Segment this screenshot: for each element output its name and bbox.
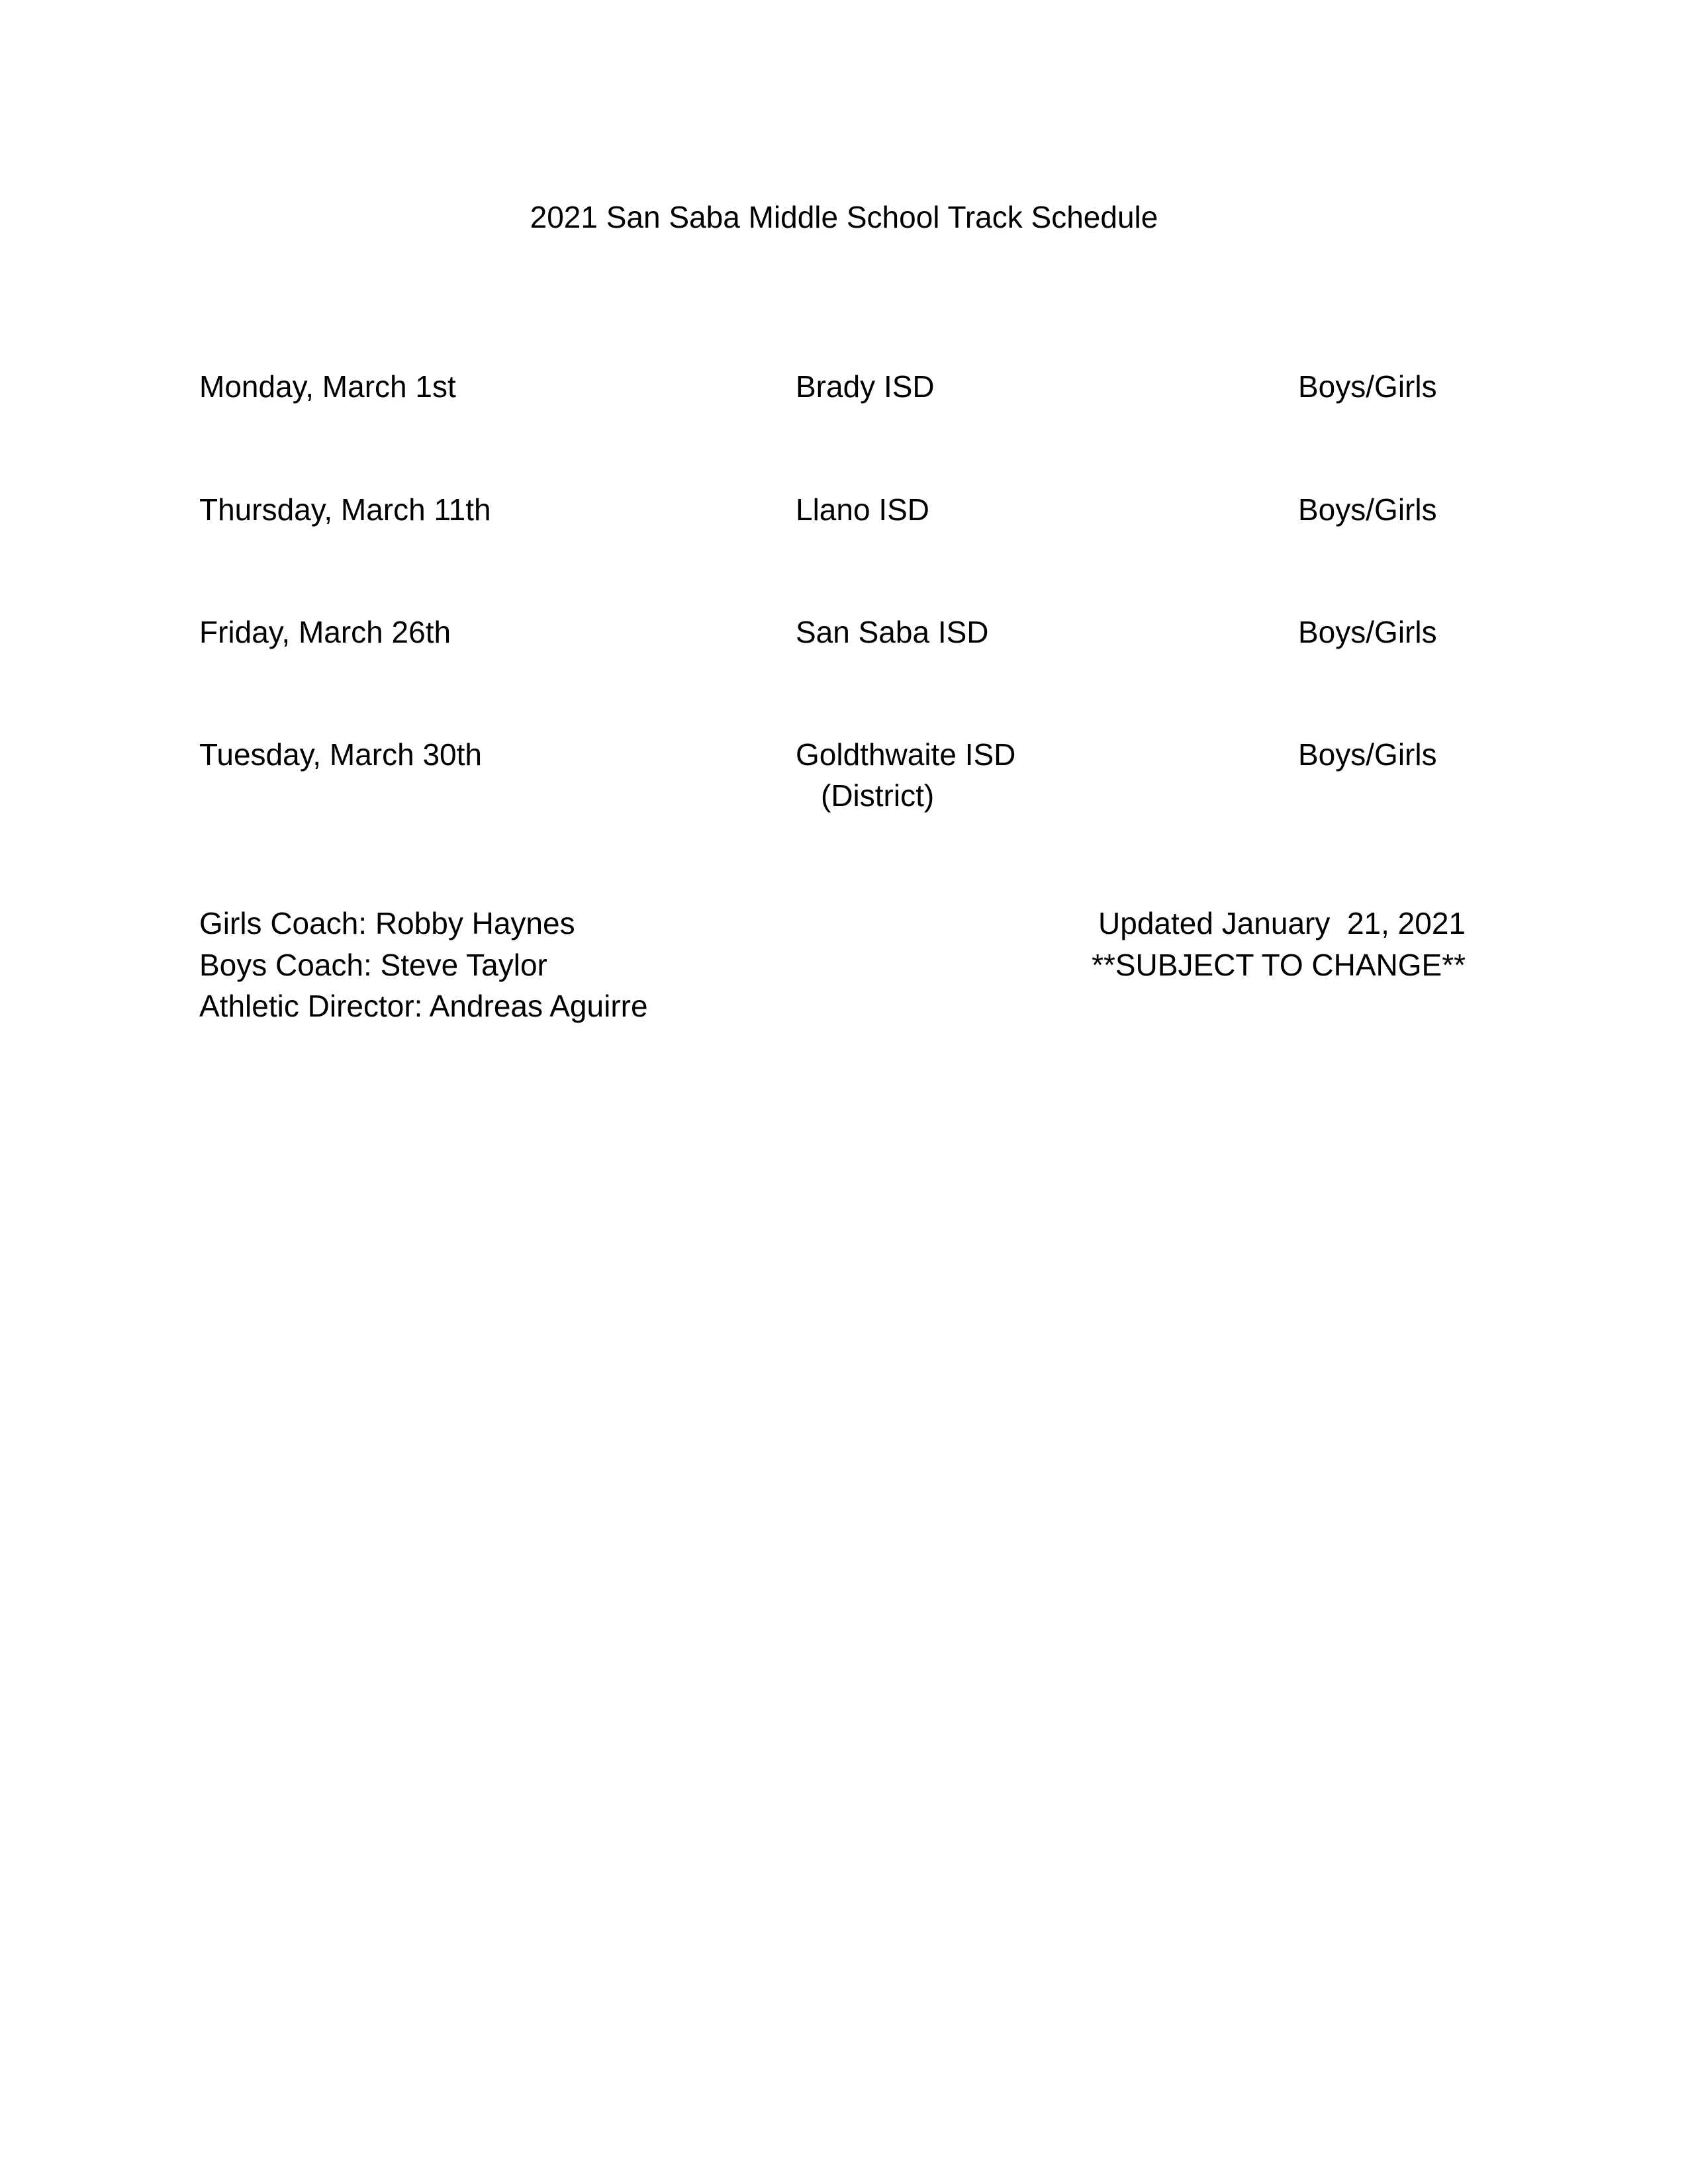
meet-date: Monday, March 1st: [199, 369, 456, 404]
meet-location: San Saba ISD: [796, 615, 989, 649]
updated-date: Updated January 21, 2021: [1098, 906, 1466, 940]
meet-location-note: (District): [821, 778, 935, 813]
meet-location: Llano ISD: [796, 492, 930, 527]
girls-coach: Girls Coach: Robby Haynes: [199, 906, 575, 940]
meet-date: Thursday, March 11th: [199, 492, 491, 527]
meet-teams: Boys/Girls: [1298, 492, 1437, 527]
meet-teams: Boys/Girls: [1298, 369, 1437, 404]
meet-date: Friday, March 26th: [199, 615, 451, 649]
meet-location: Goldthwaite ISD: [796, 737, 1016, 772]
athletic-director: Athletic Director: Andreas Aguirre: [199, 989, 648, 1023]
meet-date: Tuesday, March 30th: [199, 737, 482, 772]
meet-teams: Boys/Girls: [1298, 737, 1437, 772]
disclaimer: **SUBJECT TO CHANGE**: [1092, 948, 1466, 982]
boys-coach: Boys Coach: Steve Taylor: [199, 948, 547, 982]
meet-teams: Boys/Girls: [1298, 615, 1437, 649]
page-title: 2021 San Saba Middle School Track Schedule: [530, 200, 1158, 234]
meet-location: Brady ISD: [796, 369, 935, 404]
